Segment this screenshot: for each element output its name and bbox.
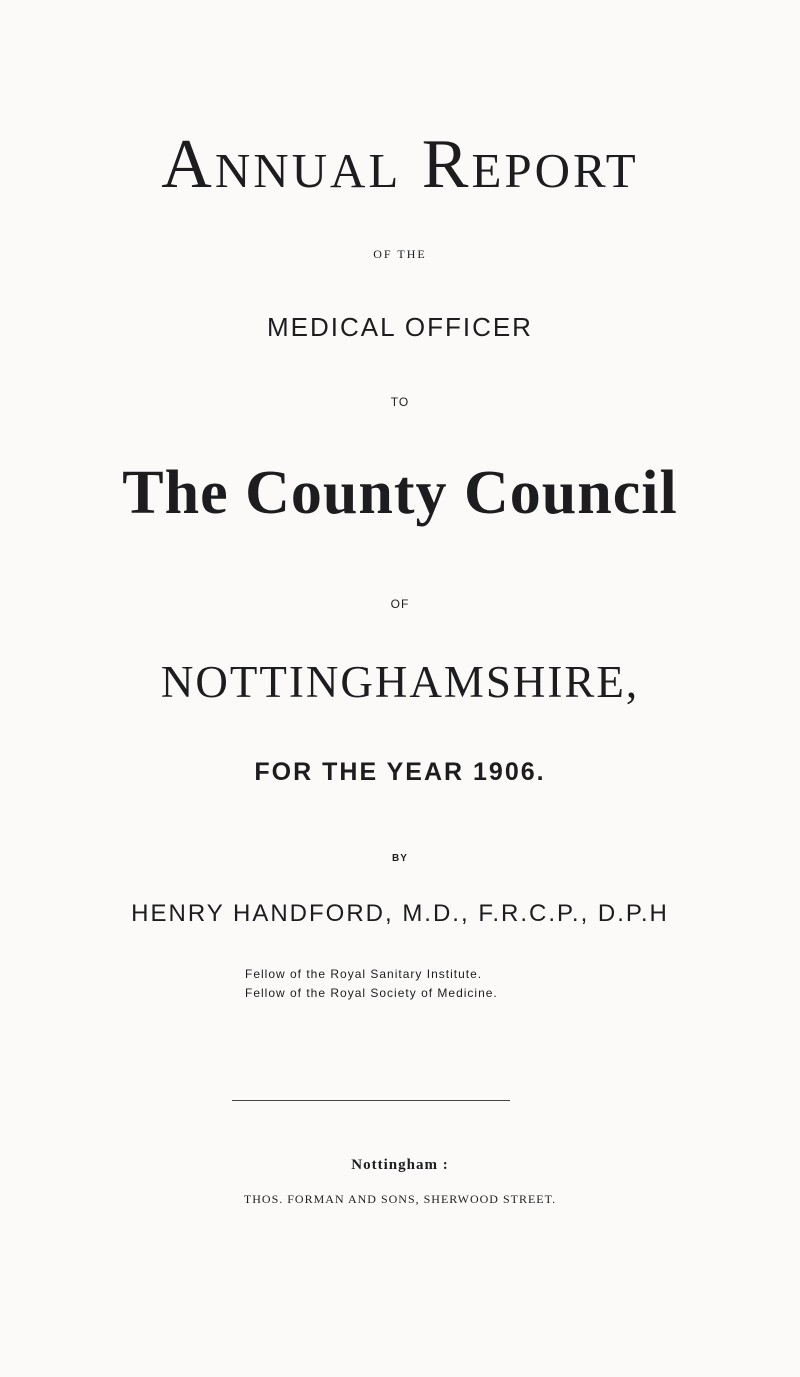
county-heading: NOTTINGHAMSHIRE, [160,657,640,707]
office-heading: MEDICAL OFFICER [267,312,533,342]
council-heading: The County Council [122,459,678,527]
to-text: TO [390,395,410,409]
fellowship-line: Fellow of the Royal Society of Medicine. [245,986,498,1000]
author-name: HENRY HANDFORD, M.D., F.R.C.P., D.P.H [131,900,669,927]
report-title: Annual Report [161,126,639,203]
by-text: BY [392,853,408,864]
fellowship-line: Fellow of the Royal Sanitary Institute. [245,967,483,981]
year-heading: FOR THE YEAR 1906. [254,758,546,786]
of-the-text: OF THE [373,247,427,261]
fellowship-list [0,965,800,1003]
printer-line: THOS. FORMAN AND SONS, SHERWOOD STREET. [243,1192,557,1206]
publication-place: Nottingham : [351,1157,449,1173]
divider-rule [232,1100,510,1101]
of-text: OF [390,597,410,611]
